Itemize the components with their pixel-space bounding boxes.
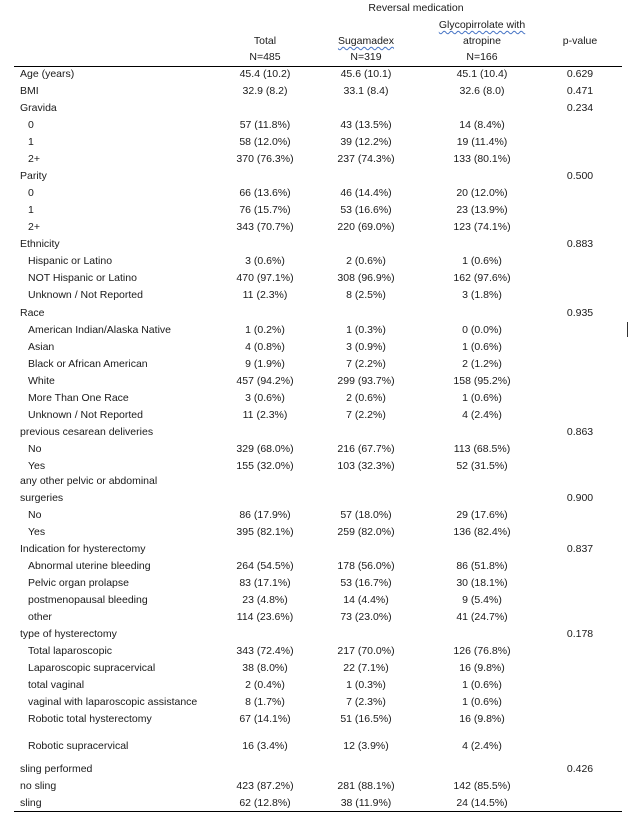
table-row <box>0 592 640 609</box>
row-label: White <box>28 375 55 387</box>
row-label: More Than One Race <box>28 392 129 404</box>
glycopyrrolate-cell: 3 (1.8%) <box>462 289 502 301</box>
row-label: previous cesarean deliveries <box>20 426 154 438</box>
sugammadex-cell: 7 (2.2%) <box>346 409 386 421</box>
glycopyrrolate-cell: 30 (18.1%) <box>456 577 508 589</box>
row-label: type of hysterectomy <box>20 628 117 640</box>
table-row <box>0 795 640 812</box>
sugammadex-cell: 8 (2.5%) <box>346 289 386 301</box>
table-row <box>0 407 640 424</box>
row-label: 1 <box>28 204 34 216</box>
glycopyrrolate-cell: 16 (9.8%) <box>459 713 505 725</box>
total-cell: 2 (0.4%) <box>245 679 285 691</box>
glycopyrrolate-cell: 133 (80.1%) <box>453 153 511 165</box>
row-label: Laparoscopic supracervical <box>28 662 156 674</box>
table-row <box>0 558 640 575</box>
row-label: no sling <box>20 780 57 792</box>
sugammadex-cell: 12 (3.9%) <box>343 740 389 752</box>
glycopyrrolate-cell: 19 (11.4%) <box>456 136 508 148</box>
table-row <box>0 677 640 694</box>
row-label: Gravida <box>20 102 57 114</box>
table-row <box>0 83 640 100</box>
total-cell: 66 (13.6%) <box>239 187 291 199</box>
total-cell: 16 (3.4%) <box>242 740 288 752</box>
total-cell: 343 (70.7%) <box>236 221 294 233</box>
pvalue-cell: 0.234 <box>566 102 594 114</box>
sugammadex-cell: 45.6 (10.1) <box>340 68 392 80</box>
sugammadex-cell: 57 (18.0%) <box>340 509 392 521</box>
total-cell: 4 (0.8%) <box>245 341 285 353</box>
table-row <box>0 373 640 390</box>
table-row <box>0 541 640 558</box>
table-row <box>0 441 640 458</box>
total-cell: 11 (2.3%) <box>242 289 288 301</box>
sugammadex-cell: 14 (4.4%) <box>343 594 389 606</box>
glycopyrrolate-cell: 136 (82.4%) <box>453 526 511 538</box>
glycopyrrolate-cell: 9 (5.4%) <box>462 594 502 606</box>
row-label: other <box>28 611 52 623</box>
total-cell: 1 (0.2%) <box>245 324 285 336</box>
row-label: Unknown / Not Reported <box>28 409 143 421</box>
sugammadex-label: Sugamadex <box>337 35 395 47</box>
bottom-rule <box>14 811 622 812</box>
row-label: sling performed <box>20 763 93 775</box>
total-cell: 8 (1.7%) <box>245 696 285 708</box>
glycopyrrolate-cell: 162 (97.6%) <box>453 272 511 284</box>
total-cell: 370 (76.3%) <box>236 153 294 165</box>
table-row <box>0 761 640 778</box>
row-label: Parity <box>20 170 47 182</box>
row-label: No <box>28 509 42 521</box>
glycopyrrolate-cell: 113 (68.5%) <box>453 443 511 455</box>
sugammadex-cell: 3 (0.9%) <box>346 341 386 353</box>
table-row <box>0 168 640 185</box>
row-label: Race <box>20 307 45 319</box>
row-label: BMI <box>20 85 39 97</box>
table-row <box>0 219 640 236</box>
table-row <box>0 473 640 490</box>
sugammadex-cell: 1 (0.3%) <box>346 324 386 336</box>
table-row <box>0 490 640 507</box>
glycopyrrolate-cell: 23 (13.9%) <box>456 204 508 216</box>
row-label: vaginal with laparoscopic assistance <box>28 696 198 708</box>
table-row <box>0 134 640 151</box>
row-label: Age (years) <box>20 68 75 80</box>
glycopyrrolate-n: N=166 <box>466 51 498 63</box>
total-cell: 83 (17.1%) <box>239 577 291 589</box>
sugammadex-cell: 53 (16.7%) <box>340 577 392 589</box>
glycopyrrolate-cell: 16 (9.8%) <box>459 662 505 674</box>
total-cell: 155 (32.0%) <box>236 460 294 472</box>
table-row <box>0 356 640 373</box>
sugammadex-cell: 22 (7.1%) <box>343 662 389 674</box>
sugammadex-cell: 220 (69.0%) <box>337 221 395 233</box>
row-label: Robotic supracervical <box>28 740 129 752</box>
total-cell: 395 (82.1%) <box>236 526 294 538</box>
table-row <box>0 643 640 660</box>
table-row <box>0 575 640 592</box>
glycopyrrolate-cell: 24 (14.5%) <box>456 797 508 809</box>
sugammadex-cell: 217 (70.0%) <box>337 645 395 657</box>
table-row <box>0 339 640 356</box>
glycopyrrolate-cell: 29 (17.6%) <box>456 509 508 521</box>
sugammadex-cell: 103 (32.3%) <box>337 460 395 472</box>
text-cursor <box>627 322 628 337</box>
sugammadex-cell: 2 (0.6%) <box>346 392 386 404</box>
row-label: Ethnicity <box>20 238 60 250</box>
total-cell: 38 (8.0%) <box>242 662 288 674</box>
row-label: 2+ <box>28 153 40 165</box>
sugammadex-cell: 7 (2.3%) <box>346 696 386 708</box>
table-row <box>0 117 640 134</box>
glycopyrrolate-label-line2: atropine <box>463 35 501 47</box>
table-row <box>0 660 640 677</box>
total-cell: 11 (2.3%) <box>242 409 288 421</box>
row-label: Yes <box>28 526 46 538</box>
total-cell: 264 (54.5%) <box>236 560 294 572</box>
total-n: N=485 <box>249 51 281 63</box>
sugammadex-cell: 38 (11.9%) <box>340 797 392 809</box>
row-label: Pelvic organ prolapse <box>28 577 129 589</box>
table-row <box>0 390 640 407</box>
table-row <box>0 236 640 253</box>
sugammadex-cell: 308 (96.9%) <box>337 272 395 284</box>
glycopyrrolate-cell: 52 (31.5%) <box>456 460 508 472</box>
table-row <box>0 202 640 219</box>
sugammadex-cell: 43 (13.5%) <box>340 119 392 131</box>
total-cell: 114 (23.6%) <box>236 611 294 623</box>
table-row <box>0 424 640 441</box>
glycopyrrolate-cell: 45.1 (10.4) <box>456 68 508 80</box>
total-cell: 76 (15.7%) <box>239 204 291 216</box>
sugammadex-cell: 1 (0.3%) <box>346 679 386 691</box>
table-row <box>0 305 640 322</box>
row-label: 0 <box>28 119 34 131</box>
glycopyrrolate-cell: 1 (0.6%) <box>462 392 502 404</box>
row-label: Asian <box>28 341 55 353</box>
glycopyrrolate-cell: 1 (0.6%) <box>462 696 502 708</box>
row-label: Indication for hysterectomy <box>20 543 146 555</box>
total-cell: 3 (0.6%) <box>245 392 285 404</box>
pvalue-cell: 0.935 <box>566 307 594 319</box>
table-row <box>0 738 640 755</box>
pvalue-cell: 0.178 <box>566 628 594 640</box>
sugammadex-cell: 7 (2.2%) <box>346 358 386 370</box>
table-row <box>0 778 640 795</box>
row-label: Unknown / Not Reported <box>28 289 143 301</box>
row-label: Total laparoscopic <box>28 645 113 657</box>
total-cell: 23 (4.8%) <box>242 594 288 606</box>
total-cell: 62 (12.8%) <box>239 797 291 809</box>
table-row <box>0 151 640 168</box>
pvalue-cell: 0.883 <box>566 238 594 250</box>
total-cell: 343 (72.4%) <box>236 645 294 657</box>
table-row <box>0 711 640 728</box>
table-row <box>0 609 640 626</box>
glycopyrrolate-cell: 14 (8.4%) <box>459 119 505 131</box>
glycopyrrolate-cell: 1 (0.6%) <box>462 679 502 691</box>
row-label: any other pelvic or abdominal <box>20 475 158 487</box>
sugammadex-cell: 178 (56.0%) <box>337 560 395 572</box>
total-cell: 45.4 (10.2) <box>239 68 291 80</box>
row-label: Abnormal uterine bleeding <box>28 560 151 572</box>
sugammadex-cell: 237 (74.3%) <box>337 153 395 165</box>
sugammadex-cell: 216 (67.7%) <box>337 443 395 455</box>
pvalue-column-header: p-value <box>562 35 598 47</box>
sugammadex-cell: 2 (0.6%) <box>346 255 386 267</box>
pvalue-cell: 0.837 <box>566 543 594 555</box>
total-cell: 3 (0.6%) <box>245 255 285 267</box>
table-row <box>0 100 640 117</box>
row-label: total vaginal <box>28 679 85 691</box>
row-label: Yes <box>28 460 46 472</box>
pvalue-cell: 0.426 <box>566 763 594 775</box>
glycopyrrolate-cell: 86 (51.8%) <box>456 560 508 572</box>
sugammadex-cell: 39 (12.2%) <box>340 136 392 148</box>
glycopyrrolate-cell: 4 (2.4%) <box>462 740 502 752</box>
total-cell: 470 (97.1%) <box>236 272 294 284</box>
glycopyrrolate-cell: 123 (74.1%) <box>453 221 511 233</box>
glycopyrrolate-cell: 158 (95.2%) <box>453 375 511 387</box>
table-row <box>0 287 640 304</box>
table-row <box>0 694 640 711</box>
pvalue-cell: 0.863 <box>566 426 594 438</box>
table-row <box>0 253 640 270</box>
total-cell: 457 (94.2%) <box>236 375 294 387</box>
sugammadex-cell: 51 (16.5%) <box>340 713 392 725</box>
sugammadex-cell: 33.1 (8.4) <box>343 85 389 97</box>
sugammadex-cell: 259 (82.0%) <box>337 526 395 538</box>
total-cell: 9 (1.9%) <box>245 358 285 370</box>
row-label: Hispanic or Latino <box>28 255 113 267</box>
glycopyrrolate-cell: 4 (2.4%) <box>462 409 502 421</box>
table-row <box>0 322 640 339</box>
total-cell: 32.9 (8.2) <box>242 85 288 97</box>
sugammadex-cell: 73 (23.0%) <box>340 611 392 623</box>
glycopyrrolate-label-line1: Glycopirrolate with <box>438 19 526 31</box>
glycopyrrolate-cell: 0 (0.0%) <box>462 324 502 336</box>
sugammadex-cell: 299 (93.7%) <box>337 375 395 387</box>
row-label: surgeries <box>20 492 64 504</box>
table-row <box>0 66 640 83</box>
row-label: Robotic total hysterectomy <box>28 713 152 725</box>
reversal-medication-header: Reversal medication <box>368 2 464 14</box>
pvalue-cell: 0.900 <box>566 492 594 504</box>
pvalue-cell: 0.629 <box>566 68 594 80</box>
total-cell: 67 (14.1%) <box>239 713 291 725</box>
total-cell: 57 (11.8%) <box>239 119 291 131</box>
pvalue-cell: 0.471 <box>566 85 594 97</box>
pvalue-cell: 0.500 <box>566 170 594 182</box>
table-row <box>0 626 640 643</box>
row-label: No <box>28 443 42 455</box>
total-cell: 58 (12.0%) <box>239 136 291 148</box>
glycopyrrolate-cell: 1 (0.6%) <box>462 255 502 267</box>
row-label: postmenopausal bleeding <box>28 594 148 606</box>
glycopyrrolate-cell: 20 (12.0%) <box>456 187 508 199</box>
row-label: 2+ <box>28 221 40 233</box>
sugammadex-n: N=319 <box>350 51 382 63</box>
row-label: American Indian/Alaska Native <box>28 324 171 336</box>
glycopyrrolate-cell: 32.6 (8.0) <box>459 85 505 97</box>
total-cell: 86 (17.9%) <box>239 509 291 521</box>
row-label: sling <box>20 797 42 809</box>
glycopyrrolate-cell: 2 (1.2%) <box>462 358 502 370</box>
glycopyrrolate-cell: 1 (0.6%) <box>462 341 502 353</box>
total-label: Total <box>253 35 277 47</box>
row-label: 0 <box>28 187 34 199</box>
glycopyrrolate-cell: 126 (76.8%) <box>453 645 511 657</box>
row-label: Black or African American <box>28 358 148 370</box>
table-row <box>0 507 640 524</box>
glycopyrrolate-cell: 41 (24.7%) <box>456 611 508 623</box>
sugammadex-cell: 53 (16.6%) <box>340 204 392 216</box>
total-cell: 329 (68.0%) <box>236 443 294 455</box>
row-label: NOT Hispanic or Latino <box>28 272 137 284</box>
total-cell: 423 (87.2%) <box>236 780 294 792</box>
table-row <box>0 185 640 202</box>
sugammadex-cell: 46 (14.4%) <box>340 187 392 199</box>
row-label: 1 <box>28 136 34 148</box>
glycopyrrolate-cell: 142 (85.5%) <box>453 780 511 792</box>
table-row <box>0 524 640 541</box>
sugammadex-cell: 281 (88.1%) <box>337 780 395 792</box>
table-row <box>0 270 640 287</box>
